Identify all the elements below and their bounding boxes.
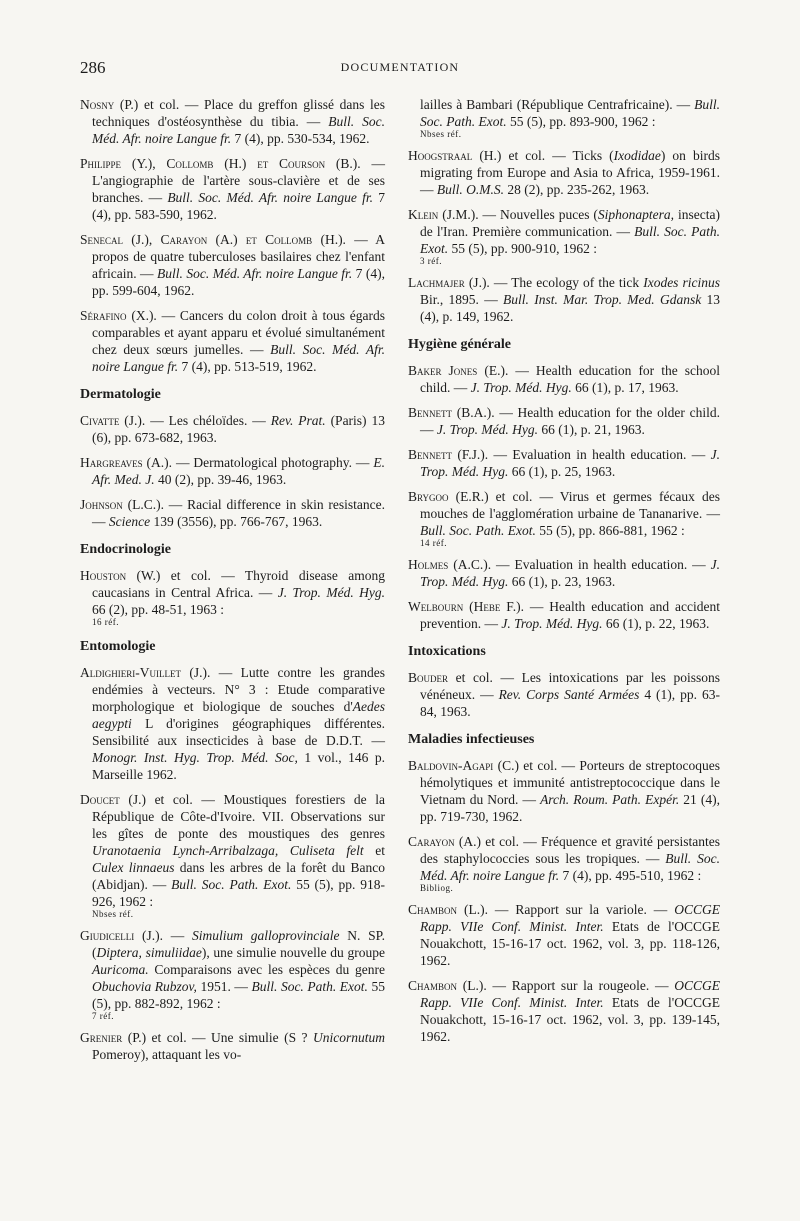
entry-italic: Ixodidae <box>613 148 661 163</box>
section-heading: Endocrinologie <box>80 542 172 557</box>
entry-text: — Health education for the older child. — <box>420 405 720 437</box>
bibliography-entry <box>408 598 720 632</box>
bibliography-entry <box>80 231 385 299</box>
entry-text: 13 (4), p. 149, 1962. <box>420 292 721 324</box>
entry-text: 55 (5), pp. 882-892, 1962 : <box>92 979 386 1011</box>
section-heading: Maladies infectieuses <box>408 732 535 747</box>
entry-text: — Rapport sur la rougeole. — <box>486 978 675 993</box>
entry-italic: Siphonaptera, <box>597 207 675 222</box>
entry-text: lailles à Bambari (République Centrafricaine). — <box>420 97 695 112</box>
entry-text: — Nouvelles puces ( <box>478 207 598 222</box>
entry-italic: J. Trop. Méd. Hyg. <box>420 447 720 479</box>
entry-italic: Science <box>108 514 151 529</box>
bibliography-entry <box>80 496 385 530</box>
entry-ref-count: 14 réf. <box>420 538 447 548</box>
entry-italic: Bull. O.M.S. <box>436 182 504 197</box>
entry-authors: Nosny (P.) <box>80 97 139 112</box>
entry-italic: Auricoma. <box>92 962 149 977</box>
entry-italic: J. Trop. Méd. Hyg. <box>470 380 572 395</box>
entry-authors: Chambon (L.). <box>408 902 488 917</box>
entry-italic: OCCGE Rapp. VIIe Conf. Minist. Inter. <box>420 978 720 1010</box>
entry-text: — L'angiographie de l'artère sous-clavière et de ses branches. — <box>92 156 385 205</box>
bibliography-entry <box>408 556 720 590</box>
entry-text: — Lutte contre les grandes endémies à vecteurs. N° 3 : Etude comparative morphologique et biologique de souches d' <box>92 665 385 714</box>
bibliography-entry <box>408 833 720 893</box>
entry-text: et col. — Les intoxications par les poissons vénéneux. — <box>420 670 720 702</box>
entry-text: (Paris) 13 (6), pp. 673-682, 1963. <box>92 413 385 445</box>
entry-authors: Senecal (J.), Carayon (A.) et Collomb (H.). <box>80 232 346 247</box>
bibliography-entry <box>408 404 720 438</box>
entry-italic: Simulium galloprovinciale <box>191 928 340 943</box>
entry-italic: E. Afr. Med. J. <box>92 455 385 487</box>
bibliography-entry <box>408 274 720 325</box>
entry-ref-count: Nbses réf. <box>420 129 462 139</box>
entry-italic: OCCGE Rapp. VIIe Conf. Minist. Inter. <box>420 902 720 934</box>
entry-text: Comparaisons avec les espèces du genre <box>148 962 385 977</box>
entry-text: — A propos de quatre tuberculoses basilaires chez l'enfant africain. — <box>92 232 385 281</box>
entry-text: et col. — Fréquence et gravité persistantes des staphylococcies sous les tropiques. — <box>420 834 721 866</box>
entry-text: 40 (2), pp. 39-46, 1963. <box>154 472 287 487</box>
bibliography-entry <box>408 96 720 139</box>
entry-text: 66 (1), p. 25, 1963. <box>508 464 616 479</box>
entry-italic: Bull. Soc. Path. Exot. <box>420 97 720 129</box>
bibliography-entry <box>408 362 720 396</box>
page-number: 286 <box>80 58 106 77</box>
entry-italic: J. Trop. Méd. Hyg. <box>501 616 603 631</box>
right-column <box>408 96 720 1053</box>
entry-text: 28 (2), pp. 235-262, 1963. <box>504 182 650 197</box>
entry-italic: Bull. Soc. Path. Exot. <box>420 224 720 256</box>
bibliography-entry <box>80 454 385 488</box>
entry-text: 139 (3556), pp. 766-767, 1963. <box>150 514 323 529</box>
entry-italic: Bull. Soc. Méd. Afr. noire Langue fr. <box>420 851 720 883</box>
entry-italic: Bull. Soc. Méd. Afr. noire Langue fr. <box>92 114 385 146</box>
bibliography-entry <box>80 567 385 627</box>
entry-text: — Evaluation in health education. — <box>488 447 711 462</box>
entry-italic: Culex linnaeus <box>92 860 175 875</box>
entry-text: — Health education for the school child. — <box>420 363 720 395</box>
entry-italic: J. Trop. Méd. Hyg. <box>436 422 538 437</box>
bibliography-entry <box>408 669 720 720</box>
running-head: DOCUMENTATION <box>340 60 460 74</box>
entry-ref-count: 16 réf. <box>92 617 119 627</box>
entry-authors: Grenier (P.) <box>80 1030 147 1045</box>
entry-italic: Arch. Roum. Path. Expér. <box>540 792 680 807</box>
entry-authors: Doucet (J.) <box>80 792 146 807</box>
entry-italic: Obuchovia Rubzov, <box>92 979 197 994</box>
entry-text: et col. — Moustiques forestiers de la République de Côte-d'Ivoire. VII. Observations sur les gîtes de ponte des moustiques des genres <box>92 792 385 841</box>
entry-italic: Monogr. Inst. Hyg. Trop. Méd. Soc, <box>92 750 298 765</box>
entry-authors: Lachmajer (J.). <box>408 275 490 290</box>
entry-ref-count: Nbses réf. <box>92 909 134 919</box>
bibliography-entry <box>80 155 385 223</box>
bibliography-entry <box>408 901 720 969</box>
entry-text: et col. — Porteurs de streptocoques hémolytiques et immunité antistreptococcique dans le Vietnam du Nord. — <box>420 758 720 807</box>
entry-text: 1 vol., 146 p. Marseille 1962. <box>92 750 385 782</box>
entry-text: 7 (4), pp. 599-604, 1962. <box>92 266 386 298</box>
entry-italic: Bull. Soc. Méd. Afr. noire Langue fr. <box>167 190 374 205</box>
bibliography-entry <box>80 412 385 446</box>
entry-italic: Bull. Soc. Path. Exot. <box>420 523 536 538</box>
entry-italic: Bull. Soc. Méd. Afr. noire Langue fr. <box>92 342 385 374</box>
entry-authors: Hargreaves (A.). <box>80 455 173 470</box>
entry-text: 1951. — <box>196 979 252 994</box>
entry-italic: Bull. Soc. Path. Exot. <box>171 877 292 892</box>
entry-text: 55 (5), pp. 900-910, 1962 : <box>448 241 597 256</box>
entry-text: dans les arbres de la forêt du Banco (Abidjan). — <box>92 860 385 892</box>
bibliography-entry <box>408 488 720 548</box>
entry-authors: Bennett (F.J.). <box>408 447 489 462</box>
entry-text: — The ecology of the tick <box>489 275 644 290</box>
entry-authors: Houston (W.) <box>80 568 161 583</box>
entry-italic: Rev. Corps Santé Armées <box>498 687 640 702</box>
entry-text: — Les chéloïdes. — <box>145 413 271 428</box>
entry-italic: Bull. Soc. Méd. Afr. noire Langue fr. <box>157 266 353 281</box>
entry-italic: Diptera, simuliidae <box>96 945 202 960</box>
entry-text: — Cancers du colon droit à tous égards comparables et ayant apparu et évolué simultanément chez deux sœurs jumelles. — <box>92 308 385 357</box>
entry-authors: Baker Jones (E.). <box>408 363 509 378</box>
entry-ref-count: 3 réf. <box>420 256 442 266</box>
entry-text: et col. — Ticks ( <box>501 148 614 163</box>
entry-text: Etats de l'OCCGE Nouakchott, 15-16-17 oct. 1962, vol. 3, pp. 118-126, 1962. <box>420 919 720 968</box>
entry-text: 55 (5), pp. 918-926, 1962 : <box>92 877 385 909</box>
entry-italic: J. Trop. Méd. Hyg. <box>420 557 721 589</box>
entry-text: Bir., 1895. — <box>420 292 504 307</box>
entry-italic: J. Trop. Méd. Hyg. <box>277 585 385 600</box>
entry-authors: Klein (J.M.). <box>408 207 479 222</box>
bibliography-entry <box>408 206 720 266</box>
bibliography-entry <box>408 147 720 198</box>
entry-text: 66 (2), pp. 48-51, 1963 : <box>92 602 224 617</box>
bibliography-entry <box>408 446 720 480</box>
entry-authors: Holmes (A.C.). <box>408 557 492 572</box>
entry-italic: Rev. Prat. <box>270 413 326 428</box>
left-column <box>80 96 385 1071</box>
entry-text: L d'origines géographiques différentes. Sensibilité aux insecticides à base de D.D.T. — <box>92 716 385 748</box>
entry-italic: Bull. Soc. Path. Exot. <box>251 979 368 994</box>
entry-text: 55 (5), pp. 866-881, 1962 : <box>535 523 685 538</box>
page-header <box>80 58 720 80</box>
entry-authors: Chambon (L.). <box>408 978 487 993</box>
entry-text: — Dermatological photography. — <box>172 455 374 470</box>
entry-text: — Racial difference in skin resistance. — <box>92 497 386 529</box>
entry-text: — Rapport sur la variole. — <box>487 902 675 917</box>
entry-text: — Health education and accident prevention. — <box>420 599 720 631</box>
section-heading: Dermatologie <box>80 387 161 402</box>
bibliography-entry <box>408 757 720 825</box>
entry-text: et col. — Thyroid disease among caucasians in Central Africa. — <box>92 568 385 600</box>
entry-authors: Civatte (J.). <box>80 413 146 428</box>
entry-text: N. SP. ( <box>92 928 385 960</box>
bibliography-entry <box>80 1029 385 1063</box>
entry-authors: Sérafino (X.). <box>80 308 157 323</box>
bibliography-entry <box>80 927 385 1021</box>
entry-authors: Aldighieri-Vuillet (J.). <box>80 665 211 680</box>
entry-text: 4 (1), pp. 63-84, 1963. <box>420 687 720 719</box>
entry-italic: Aedes aegypti <box>92 699 385 731</box>
bibliography-entry <box>80 96 385 147</box>
entry-text: 66 (1), p. 22, 1963. <box>602 616 710 631</box>
entry-authors: Welbourn (Hebe F.). <box>408 599 524 614</box>
entry-text: Etats de l'OCCGE Nouakchott, 15-16-17 oct. 1962, vol. 3, pp. 139-145, 1962. <box>420 995 720 1044</box>
entry-ref-count: Bibliog. <box>420 883 454 893</box>
entry-text: 7 (4), pp. 583-590, 1962. <box>92 190 386 222</box>
entry-text: — Evaluation in health education. — <box>491 557 711 572</box>
entry-text: 7 (4), pp. 495-510, 1962 : <box>559 868 702 883</box>
entry-text: 7 (4), pp. 530-534, 1962. <box>231 131 370 146</box>
bibliography-entry <box>408 977 720 1045</box>
bibliography-entry <box>80 307 385 375</box>
entry-authors: Giudicelli (J.). <box>80 928 163 943</box>
entry-italic: Uranotaenia Lynch-Arribalzaga, Culiseta felt <box>92 843 364 858</box>
entry-text: 66 (1), p. 21, 1963. <box>538 422 645 437</box>
entry-italic: Bull. Inst. Mar. Trop. Med. Gdansk <box>503 292 702 307</box>
entry-text: et col. — Virus et germes fécaux des mouches de l'agglomération urbaine de Tananarive. — <box>420 489 720 521</box>
entry-text: ) on birds migrating from Europe and Asia to Africa, 1959-1961. — <box>420 148 720 197</box>
entry-italic: Ixodes ricinus <box>643 275 720 290</box>
entry-ref-count: 7 réf. <box>92 1011 114 1021</box>
entry-authors: Brygoo (E.R.) <box>408 489 489 504</box>
entry-italic: Unicornutum <box>313 1030 385 1045</box>
entry-text: et <box>363 843 386 858</box>
entry-text: 21 (4), pp. 719-730, 1962. <box>420 792 720 824</box>
entry-authors: Bennett (B.A.). <box>408 405 495 420</box>
entry-text: 55 (5), pp. 893-900, 1962 : <box>506 114 656 129</box>
section-heading: Intoxications <box>408 644 486 659</box>
entry-authors: Johnson (L.C.). <box>80 497 164 512</box>
entry-text: 7 (4), pp. 513-519, 1962. <box>178 359 317 374</box>
section-heading: Entomologie <box>80 639 156 654</box>
section-heading: Hygiène générale <box>408 337 512 352</box>
entry-authors: Baldovin-Agapi (C.) <box>408 758 519 773</box>
entry-text: insecta) de l'Iran. Première communication. — <box>420 207 720 239</box>
bibliography-entry <box>80 664 385 783</box>
entry-text: 66 (1), p. 23, 1963. <box>508 574 616 589</box>
entry-text: — <box>162 928 192 943</box>
entry-text: 66 (1), p. 17, 1963. <box>571 380 679 395</box>
entry-text: et col. — Place du greffon glissé dans les techniques d'ostéosynthèse du tibia. — <box>92 97 385 129</box>
entry-authors: Philippe (Y.), Collomb (H.) et Courson (B.). <box>80 156 361 171</box>
entry-authors: Hoogstraal (H.) <box>408 148 502 163</box>
entry-text: et col. — Une simulie (S ? <box>146 1030 313 1045</box>
entry-text: Pomeroy), attaquant les vo- <box>92 1047 242 1062</box>
entry-authors: Carayon (A.) <box>408 834 482 849</box>
bibliography-entry <box>80 791 385 919</box>
entry-authors: Bouder <box>408 670 449 685</box>
entry-text: ), une simulie nouvelle du groupe <box>201 945 385 960</box>
